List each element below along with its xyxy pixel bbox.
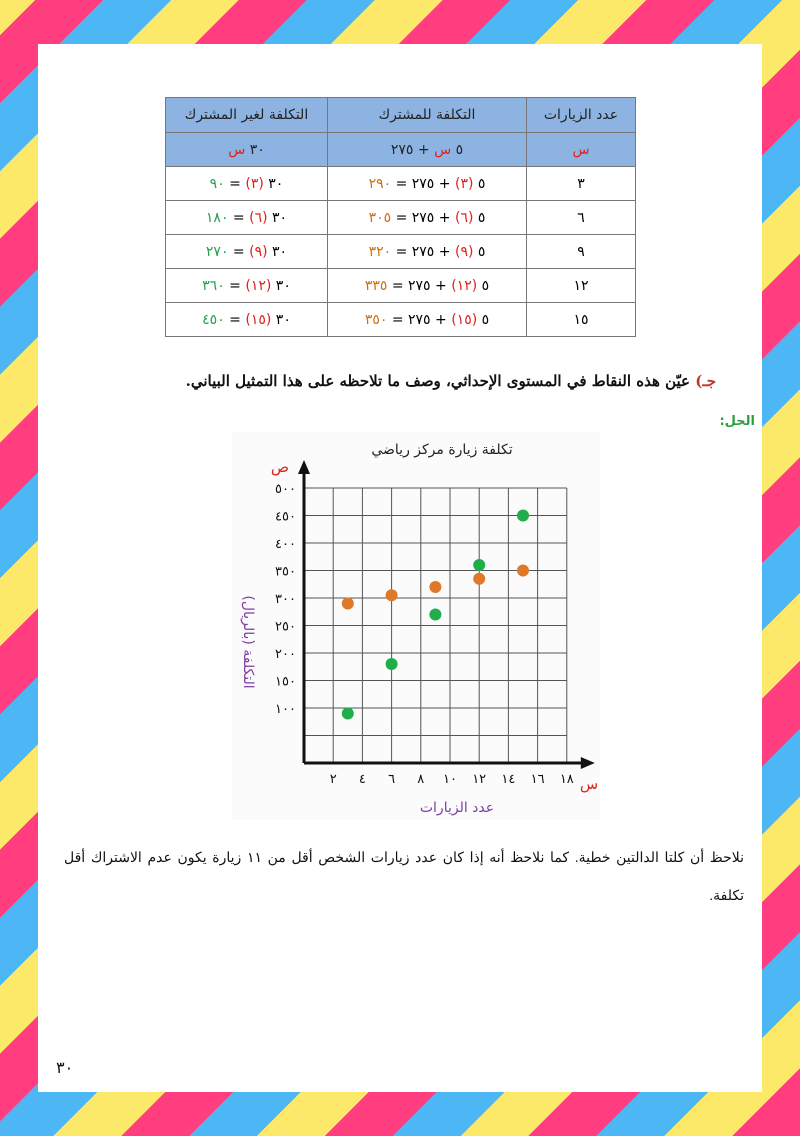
x-tick-label: ١٦ — [530, 772, 545, 787]
x-axis-label: عدد الزيارات — [419, 800, 495, 816]
x-tick-label: ٦ — [388, 772, 396, 787]
equals: = — [232, 243, 245, 260]
formula-coef: ٥ — [455, 141, 464, 158]
x-tick-label: ١٤ — [501, 772, 516, 787]
chart-points — [342, 510, 529, 720]
header-visits-var — [527, 133, 636, 167]
coef: ٣٠ — [268, 175, 284, 192]
answer-paragraph: نلاحظ أن كلتا الدالتين خطية. كما نلاحظ أنه إذا كان عدد زيارات الشخص أقل من ١١ زيارة يكون عدم الاشتراك أقل تكلفة. — [64, 849, 745, 903]
coef: ٥ — [477, 243, 486, 260]
data-point-subscriber — [342, 598, 354, 610]
header-nonsubscriber: التكلفة لغير المشترك — [166, 98, 328, 133]
result: ٢٧٠ — [205, 243, 229, 260]
header-visits: عدد الزيارات — [527, 98, 636, 133]
plus-const: + ٢٧٥ = — [391, 311, 447, 328]
x-tick-label: ٢ — [329, 772, 337, 787]
input: (٩) — [454, 243, 474, 260]
y-tick-label: ٤٠٠ — [275, 537, 296, 552]
result: ٣٢٠ — [368, 243, 392, 260]
result: ٣٣٥ — [364, 277, 388, 294]
data-point-nonsubscriber — [473, 559, 485, 571]
y-tick-label: ١٠٠ — [275, 702, 296, 717]
formula-const: + ٢٧٥ — [390, 141, 430, 158]
cell-visits: ١٥ — [527, 303, 636, 337]
equals: = — [232, 209, 245, 226]
table-row — [166, 235, 636, 269]
cell-subscriber-cost — [328, 235, 527, 269]
y-tick-label: ٣٥٠ — [275, 564, 296, 580]
x-tick-label: ١٢ — [472, 772, 487, 787]
input: (٩) — [249, 243, 268, 260]
cell-nonsubscriber-cost — [166, 269, 328, 303]
coef: ٣٠ — [275, 277, 291, 294]
question — [186, 372, 716, 390]
data-point-nonsubscriber — [429, 609, 441, 621]
equals: = — [229, 277, 241, 294]
x-tick-label: ١٨ — [559, 772, 574, 787]
coef: ٣٠ — [275, 311, 291, 328]
chart-grid — [304, 488, 567, 763]
result: ٣٦٠ — [202, 277, 225, 294]
x-tick-label: ٤ — [358, 772, 366, 787]
y-tick-label: ٢٠٠ — [275, 647, 296, 662]
result: ٢٩٠ — [368, 175, 392, 192]
coef: ٥ — [477, 209, 486, 226]
y-tick-label: ١٥٠ — [275, 674, 296, 690]
formula-coef: ٣٠ — [249, 141, 265, 158]
cell-nonsubscriber-cost — [166, 201, 328, 235]
data-point-subscriber — [429, 581, 441, 593]
cell-subscriber-cost — [328, 201, 527, 235]
cell-visits: ١٢ — [527, 269, 636, 303]
input: (١٢) — [245, 277, 272, 294]
result: ٣٥٠ — [364, 311, 388, 328]
input: (٦) — [249, 209, 268, 226]
coef: ٣٠ — [272, 209, 288, 226]
table-row — [166, 201, 636, 235]
header-subscriber: التكلفة للمشترك — [328, 98, 527, 133]
cell-nonsubscriber-cost — [166, 235, 328, 269]
data-point-subscriber — [473, 573, 485, 585]
plus-const: + ٢٧٥ = — [395, 243, 451, 260]
chart-ticks — [275, 482, 574, 787]
solution-label: الحل: — [719, 414, 755, 429]
y-axis-arrow — [298, 460, 310, 474]
plus-const: + ٢٧٥ = — [395, 209, 451, 226]
chart-title: تكلفة زيارة مركز رياضي — [371, 442, 513, 458]
y-tick-label: ٢٥٠ — [275, 619, 296, 635]
chart-svg — [232, 432, 600, 820]
cell-visits: ٩ — [527, 235, 636, 269]
y-tick-label: ٤٥٠ — [275, 509, 296, 525]
data-point-subscriber — [386, 589, 398, 601]
x-tick-label: ٨ — [417, 772, 425, 787]
header-nonsubscriber-formula — [166, 133, 328, 167]
result: ٩٠ — [209, 175, 225, 192]
input: (١٥) — [451, 311, 478, 328]
y-tick-label: ٥٠٠ — [275, 482, 296, 497]
plus-const: + ٢٧٥ = — [395, 175, 451, 192]
y-axis-label: التكلفة (بالريال) — [240, 595, 256, 689]
question-text: عيّن هذه النقاط في المستوى الإحداثي، وصف ما تلاحظه على هذا التمثيل البياني. — [185, 372, 690, 390]
result: ٣٠٥ — [368, 209, 392, 226]
input: (٦) — [454, 209, 474, 226]
data-point-nonsubscriber — [342, 708, 354, 720]
coef: ٥ — [481, 311, 490, 328]
cell-visits: ٣ — [527, 167, 636, 201]
question-label: جـ) — [695, 372, 716, 390]
cell-visits: ٦ — [527, 201, 636, 235]
input: (٣) — [245, 175, 264, 192]
cell-nonsubscriber-cost — [166, 167, 328, 201]
equals: = — [229, 311, 241, 328]
formula-var: س — [228, 141, 246, 158]
x-tick-label: ١٠ — [443, 772, 457, 787]
x-axis-letter: س — [579, 775, 599, 793]
y-tick-label: ٣٠٠ — [275, 592, 296, 607]
data-point-nonsubscriber — [517, 510, 529, 522]
input: (١٥) — [245, 311, 272, 328]
var-x: س — [572, 141, 590, 158]
coef: ٥ — [481, 277, 490, 294]
input: (١٢) — [451, 277, 478, 294]
data-point-subscriber — [517, 565, 529, 577]
result: ١٨٠ — [205, 209, 229, 226]
result: ٤٥٠ — [202, 311, 225, 328]
table-row — [166, 167, 636, 201]
cell-subscriber-cost — [328, 167, 527, 201]
table-row — [166, 269, 636, 303]
input: (٣) — [454, 175, 474, 192]
scatter-chart — [232, 432, 600, 820]
chart-axes — [298, 460, 595, 769]
data-point-nonsubscriber — [386, 658, 398, 670]
page-number: ٣٠ — [56, 1058, 74, 1077]
cell-subscriber-cost — [328, 269, 527, 303]
table-row — [166, 303, 636, 337]
plus-const: + ٢٧٥ = — [391, 277, 447, 294]
x-axis-arrow — [581, 757, 595, 769]
cell-nonsubscriber-cost — [166, 303, 328, 337]
formula-var: س — [434, 141, 452, 158]
cell-subscriber-cost — [328, 303, 527, 337]
coef: ٣٠ — [272, 243, 288, 260]
coef: ٥ — [477, 175, 486, 192]
y-axis-letter: ص — [270, 458, 290, 476]
header-subscriber-formula — [328, 133, 527, 167]
equals: = — [229, 175, 241, 192]
cost-table — [165, 97, 636, 337]
